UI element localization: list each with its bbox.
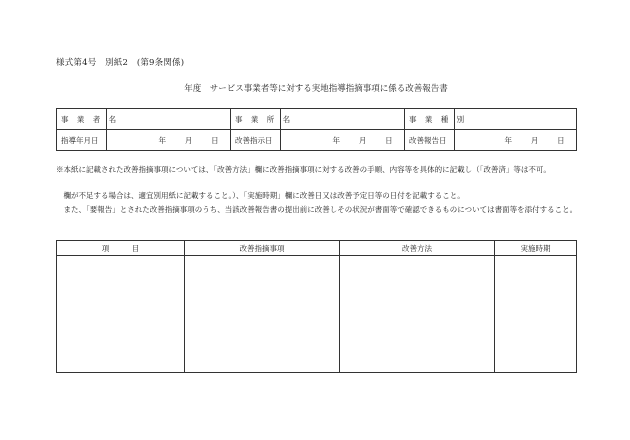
year-unit: 年 — [504, 135, 513, 145]
note-line-1: ※本紙に記載された改善指摘事項については、「改善方法」欄に改善指摘事項に対する改善の手順、内容等を具体的に記載し（「改善済」等は不可。 — [56, 165, 551, 174]
header-timing: 実施時期 — [495, 241, 577, 256]
office-name-field[interactable] — [281, 109, 405, 130]
report-date-field[interactable] — [455, 130, 577, 151]
day-unit: 日 — [557, 135, 565, 145]
day-unit: 日 — [385, 135, 393, 145]
month-unit: 月 — [358, 135, 367, 145]
office-name-label: 事 業 所 名 — [231, 109, 281, 130]
info-table — [56, 108, 577, 151]
form-number: 様式第4号 別紙2 (第9条関係) — [56, 58, 185, 68]
timing-cell[interactable] — [495, 256, 577, 373]
month-unit: 月 — [184, 135, 193, 145]
business-name-field[interactable] — [107, 109, 231, 130]
method-cell[interactable] — [340, 256, 495, 373]
note-line-3: また、「要報告」とされた改善指摘事項のうち、当該改善報告書の提出前に改善しその状況が書面等で確認できるものについては書面等を添付すること。 — [56, 205, 578, 214]
note-line-2: 欄が不足する場合は、適宜別用紙に記載すること。）、「実施時期」欄に改善日又は改善予定日等の日付を記載すること。 — [56, 191, 465, 200]
header-item: 項 目 — [57, 241, 185, 256]
business-type-label: 事 業 種 別 — [405, 109, 455, 130]
issue-cell[interactable] — [185, 256, 340, 373]
instruction-date-label: 改善指示日 — [231, 130, 281, 151]
header-method: 改善方法 — [340, 241, 495, 256]
year-unit: 年 — [158, 135, 167, 145]
header-issue: 改善指摘事項 — [185, 241, 340, 256]
document-title: 年度 サービス事業者等に対する実地指導指摘事項に係る改善報告書 — [184, 84, 448, 94]
month-unit: 月 — [530, 135, 539, 145]
business-type-field[interactable] — [455, 109, 577, 130]
day-unit: 日 — [211, 135, 219, 145]
item-cell[interactable] — [57, 256, 185, 373]
improvement-table — [56, 240, 577, 373]
year-unit: 年 — [332, 135, 341, 145]
report-date-label: 改善報告日 — [405, 130, 455, 151]
guidance-date-label: 指導年月日 — [57, 130, 107, 151]
instruction-date-field[interactable] — [281, 130, 405, 151]
business-name-label: 事 業 者 名 — [57, 109, 107, 130]
guidance-date-field[interactable] — [107, 130, 231, 151]
